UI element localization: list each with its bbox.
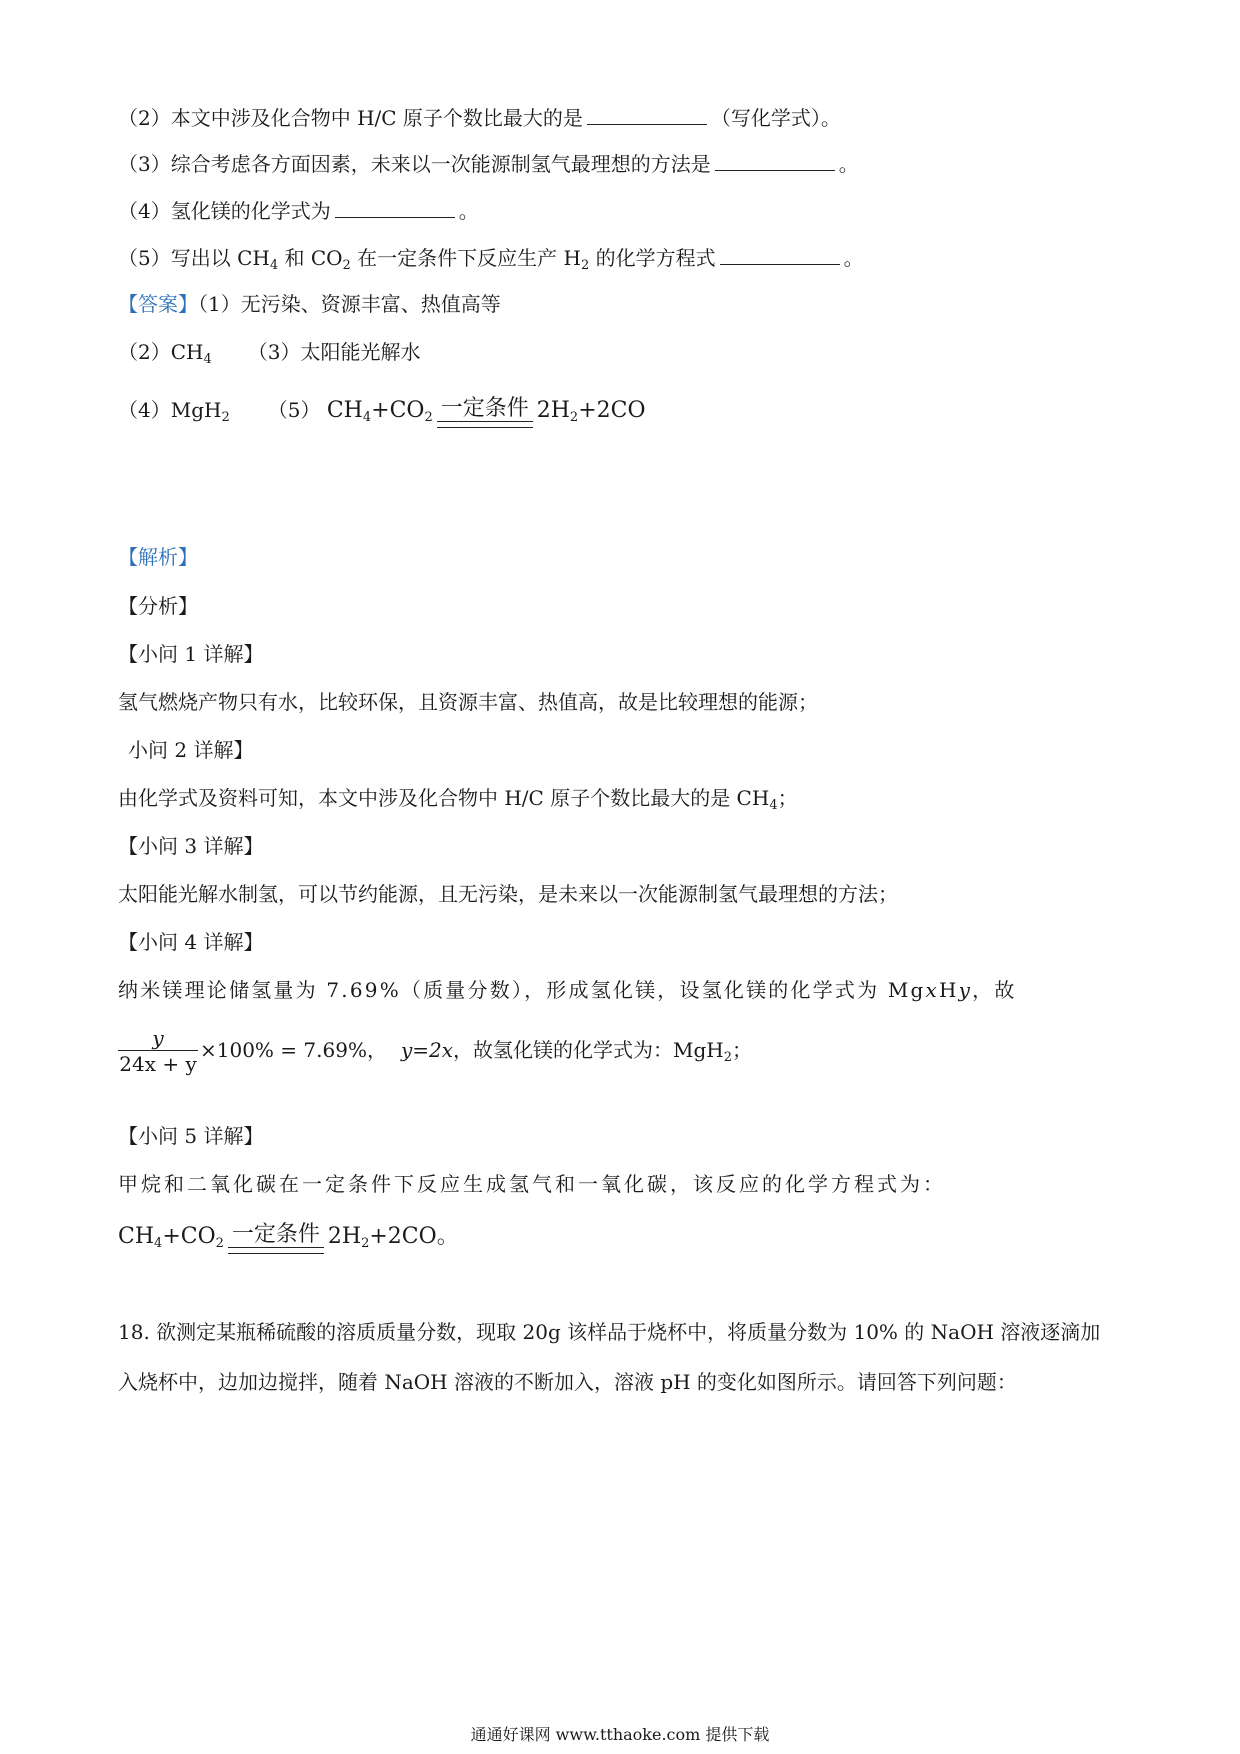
answer-blank <box>720 246 840 265</box>
question-3: （3）综合考虑各方面因素，未来以一次能源制氢气最理想的方法是 。 <box>118 152 859 176</box>
detail-q4: 纳米镁理论储氢量为 7.69%（质量分数），形成氢化镁，设氢化镁的化学式为 MgxHy，故 <box>118 978 1017 1002</box>
reaction-arrow: 一定条件 <box>437 397 533 428</box>
heading-q5: 【小问 5 详解】 <box>118 1124 264 1148</box>
heading-q2: 小问 2 详解】 <box>128 738 254 762</box>
answer-blank <box>587 106 707 125</box>
question-4: （4）氢化镁的化学式为 。 <box>118 199 479 223</box>
detail-q5: 甲烷和二氧化碳在一定条件下反应生成氢气和一氧化碳，该反应的化学方程式为： <box>118 1172 946 1196</box>
heading-q1: 【小问 1 详解】 <box>118 642 264 666</box>
detail-q2: 由化学式及资料可知，本文中涉及化合物中 H/C 原子个数比最大的是 $CH_4$； <box>118 786 798 813</box>
detail-q3: 太阳能光解水制氢，可以节约能源，且无污染，是未来以一次能源制氢气最理想的方法； <box>118 882 898 906</box>
analysis-tag: 【解析】 <box>118 545 198 569</box>
question-2: （2）本文中涉及化合物中 H/C 原子个数比最大的是 （写化学式）。 <box>118 106 841 130</box>
formula-line: $\frac{y}{24x + y}$ ×100% = 7.69%， y=2x，故氢化镁的化学式为：MgH$_2$； <box>119 1026 753 1076</box>
footer: 通通好课网 www.tthaoke.com 提供下载 <box>470 1725 770 1744</box>
reaction-arrow: 一定条件 <box>228 1223 324 1254</box>
answer-line-1: 【答案】（1）无污染、资源丰富、热值高等 <box>118 292 501 316</box>
fraction: $\frac{y}{24x + y}$ <box>119 1026 197 1076</box>
equation-line-2 <box>118 1222 459 1258</box>
heading-q3: 【小问 3 详解】 <box>118 834 264 858</box>
answer-blank <box>335 199 455 218</box>
section-fenxi: 【分析】 <box>118 594 198 618</box>
chemical-equation: $CH_4+CO_2$ 一定条件 $2H_2+2CO$。 <box>118 1223 459 1258</box>
chemical-equation: $CH_4+CO_2$ 一定条件 $2H_2+2CO$ <box>327 397 646 432</box>
answer-line-2: $(2)CH_4$ （3）太阳能光解水 <box>118 340 421 367</box>
detail-q1: 氢气燃烧产物只有水，比较环保，且资源丰富、热值高，故是比较理想的能源； <box>118 690 818 714</box>
question-18-line-1: 18. 欲测定某瓶稀硫酸的溶质质量分数，现取 20g 该样品于烧杯中，将质量分数为 10% 的 NaOH 溶液逐滴加 <box>118 1320 1101 1344</box>
answer-line-3: （4）MgH$_2$ （5） $CH_4+CO_2$ 一定条件 $2H_2+2CO$ <box>118 396 646 432</box>
heading-q4: 【小问 4 详解】 <box>118 930 264 954</box>
answer-blank <box>715 152 835 171</box>
question-5: （5）写出以 $CH_4$ 和 $CO_2$ 在一定条件下反应生产 $H_2$ 的化学方程式 。 <box>118 246 864 273</box>
answer-tag: 【答案】 <box>118 292 198 316</box>
question-18-line-2: 入烧杯中，边加边搅拌，随着 NaOH 溶液的不断加入，溶液 pH 的变化如图所示。请回答下列问题： <box>118 1370 1017 1394</box>
